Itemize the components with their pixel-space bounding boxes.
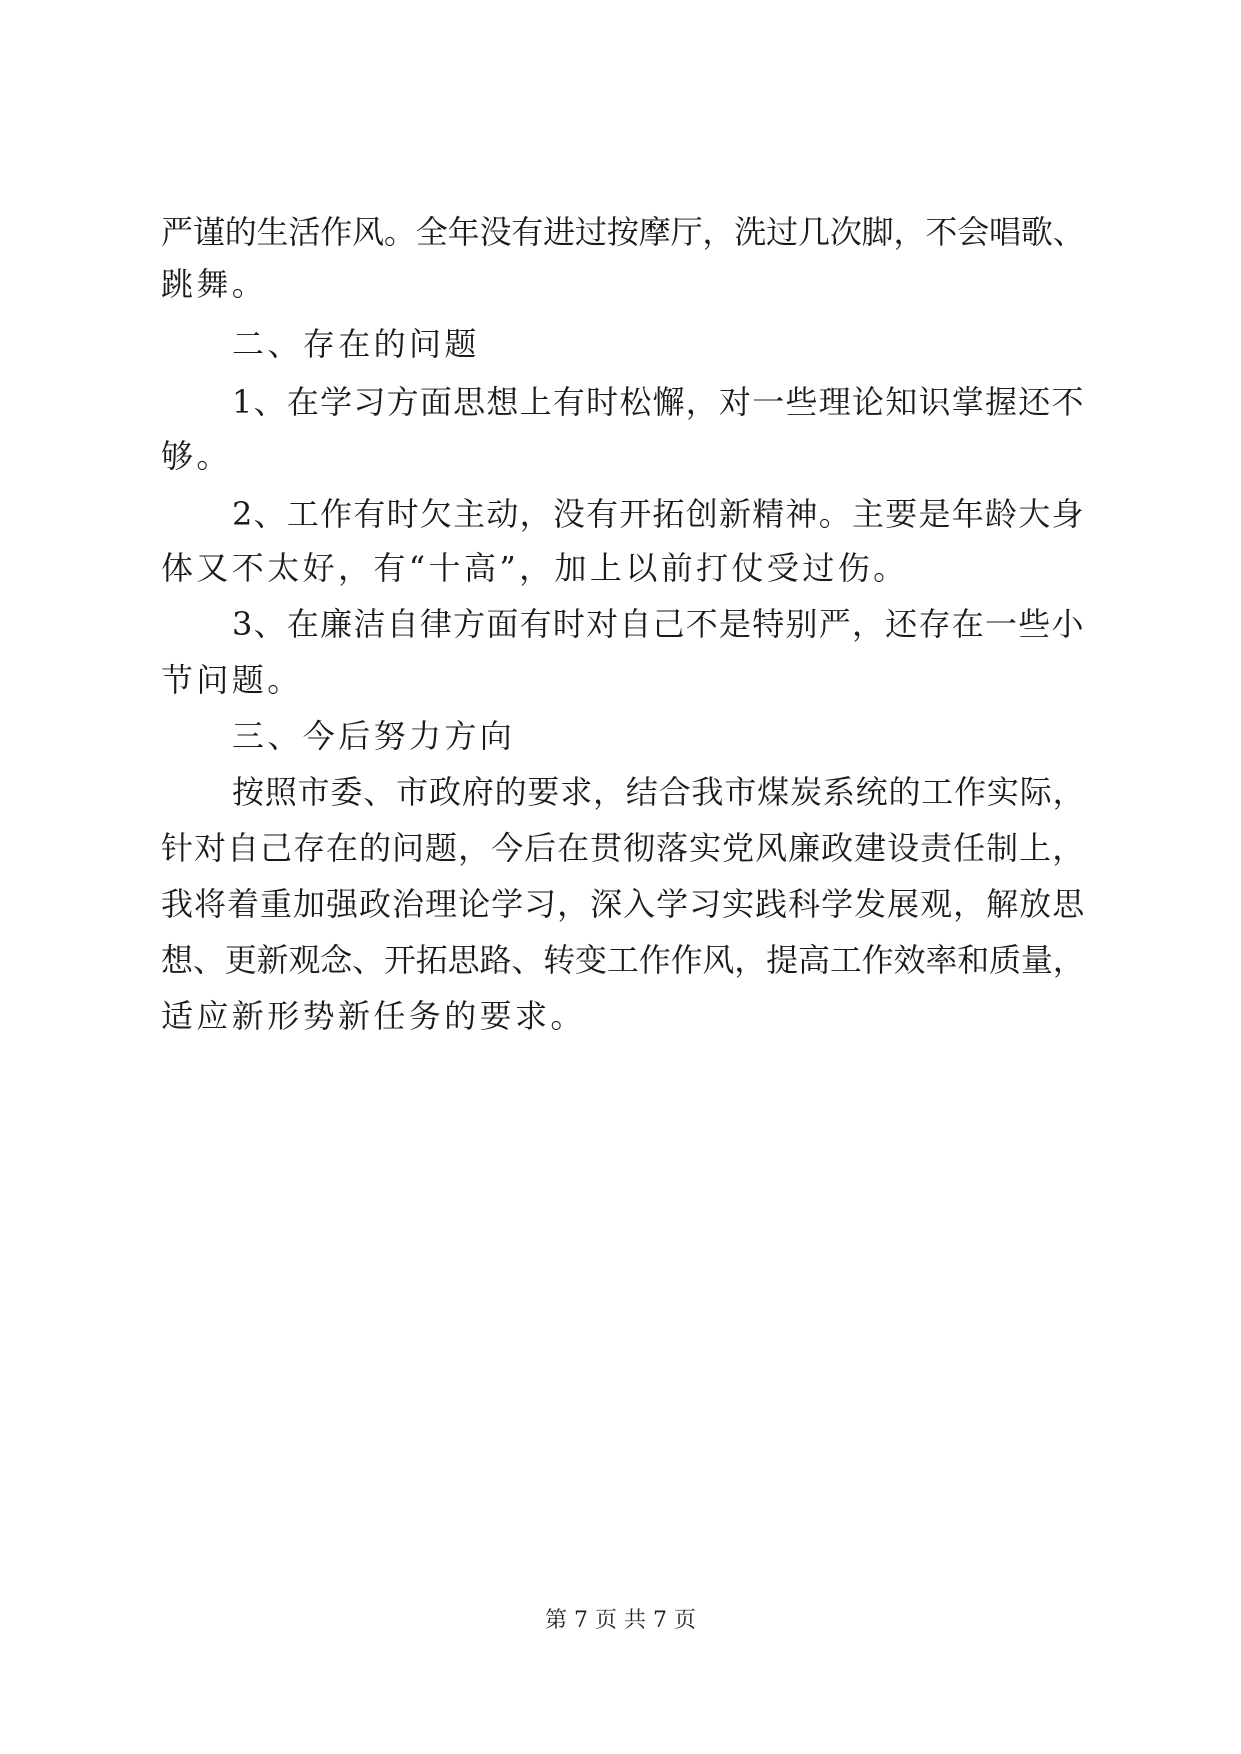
- section-heading-problems: 二、存在的问题: [232, 325, 480, 363]
- body-line-4: 1、在学习方面思想上有时松懈，对一些理论知识掌握还不: [232, 383, 1085, 421]
- body-line-5: 够。: [161, 437, 232, 475]
- body-line-15: 适应新形势新任务的要求。: [161, 997, 586, 1035]
- body-line-13: 我将着重加强政治理论学习，深入学习实践科学发展观，解放思: [161, 885, 1086, 923]
- section-heading-direction: 三、今后努力方向: [232, 717, 516, 755]
- body-line-11: 按照市委、市政府的要求，结合我市煤炭系统的工作实际，: [232, 773, 1086, 811]
- body-line-14: 想、更新观念、开拓思路、转变工作作风，提高工作效率和质量，: [161, 941, 1085, 979]
- body-line-1: 严谨的生活作风。全年没有进过按摩厅，洗过几次脚，不会唱歌、: [161, 213, 1085, 251]
- body-line-12: 针对自己存在的问题，今后在贯彻落实党风廉政建设责任制上，: [161, 829, 1086, 867]
- body-line-6: 2、工作有时欠主动，没有开拓创新精神。主要是年龄大身: [232, 495, 1085, 533]
- body-line-2: 跳舞。: [161, 265, 268, 303]
- body-line-7: 体又不太好，有“十高”，加上以前打仗受过伤。: [161, 549, 909, 587]
- body-line-9: 节问题。: [161, 661, 303, 699]
- body-line-8: 3、在廉洁自律方面有时对自己不是特别严，还存在一些小: [232, 605, 1085, 643]
- page-number: 第 7 页 共 7 页: [545, 1608, 696, 1633]
